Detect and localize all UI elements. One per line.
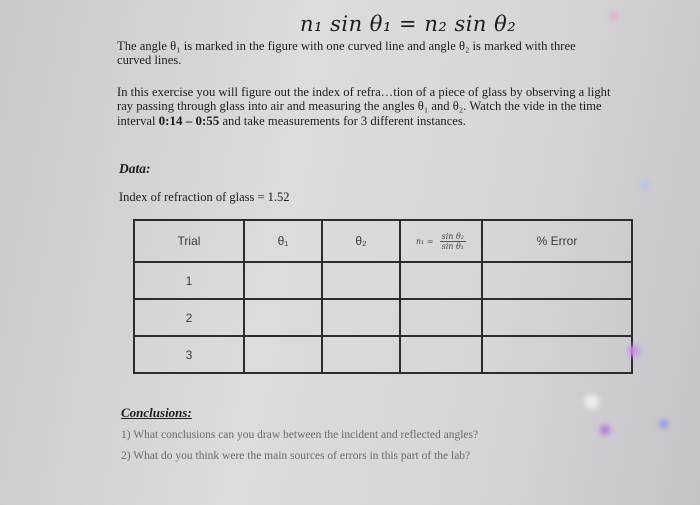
light-speck-decoration (585, 395, 599, 409)
error-cell[interactable] (482, 262, 632, 299)
table-row (134, 299, 632, 336)
intro-text-line-1: The angle θ₁ is marked in the figure with one curved line and angle θ₂ is marked with three (117, 39, 576, 53)
trial-cell: 3 (134, 336, 244, 373)
table-row (134, 262, 632, 299)
trial-cell: 1 (134, 262, 244, 299)
index-numerator: sin θ₂ (441, 231, 464, 241)
light-speck-decoration (610, 12, 618, 20)
header-index-formula (400, 220, 482, 262)
light-speck-decoration (660, 420, 668, 428)
header-theta1: θ₁ (244, 220, 322, 262)
header-trial: Trial (134, 220, 244, 262)
exercise-text-line-3 (117, 113, 466, 129)
snell-law-formula: n₁ sin θ₁ = n₂ sin θ₂ (300, 12, 517, 36)
theta2-cell[interactable] (322, 262, 400, 299)
theta1-cell[interactable] (244, 336, 322, 373)
index-fraction (416, 232, 466, 251)
table-header-row (134, 220, 632, 262)
conclusion-question-1: 1) What conclusions can you draw between the incident and reflected angles? (121, 429, 479, 441)
table-row (134, 336, 632, 373)
error-cell[interactable] (482, 299, 632, 336)
light-speck-decoration (600, 425, 610, 435)
theta1-cell[interactable] (244, 262, 322, 299)
index-lhs: n₁ = (416, 236, 434, 246)
exercise-text-line-2: ray passing through glass into air and measuring the angles θ₁ and θ₂. Watch the vide in the time (117, 99, 602, 113)
index-cell[interactable] (400, 299, 482, 336)
header-theta2: θ₂ (322, 220, 400, 262)
intro-text-line-2: curved lines. (117, 53, 182, 67)
theta1-cell[interactable] (244, 299, 322, 336)
index-of-refraction-line: Index of refraction of glass = 1.52 (119, 190, 290, 204)
conclusions-heading: Conclusions: (121, 405, 192, 420)
error-cell[interactable] (482, 336, 632, 373)
index-denominator: sin θ₁ (441, 241, 464, 251)
light-speck-decoration (640, 180, 650, 190)
theta2-cell[interactable] (322, 299, 400, 336)
trial-cell: 2 (134, 299, 244, 336)
conclusion-question-2: 2) What do you think were the main sources of errors in this part of the lab? (121, 450, 471, 462)
interval-prefix: interval (117, 114, 159, 128)
theta2-cell[interactable] (322, 336, 400, 373)
index-cell[interactable] (400, 336, 482, 373)
exercise-text-line-1: In this exercise you will figure out the index of refra…tion of a piece of glass by observing a light (117, 85, 611, 99)
interval-suffix: and take measurements for 3 different instances. (219, 114, 466, 128)
index-cell[interactable] (400, 262, 482, 299)
measurements-table (133, 219, 633, 374)
light-speck-decoration (628, 345, 640, 357)
time-interval: 0:14 – 0:55 (158, 113, 220, 128)
header-percent-error: % Error (482, 220, 632, 262)
data-heading: Data: (119, 161, 151, 176)
